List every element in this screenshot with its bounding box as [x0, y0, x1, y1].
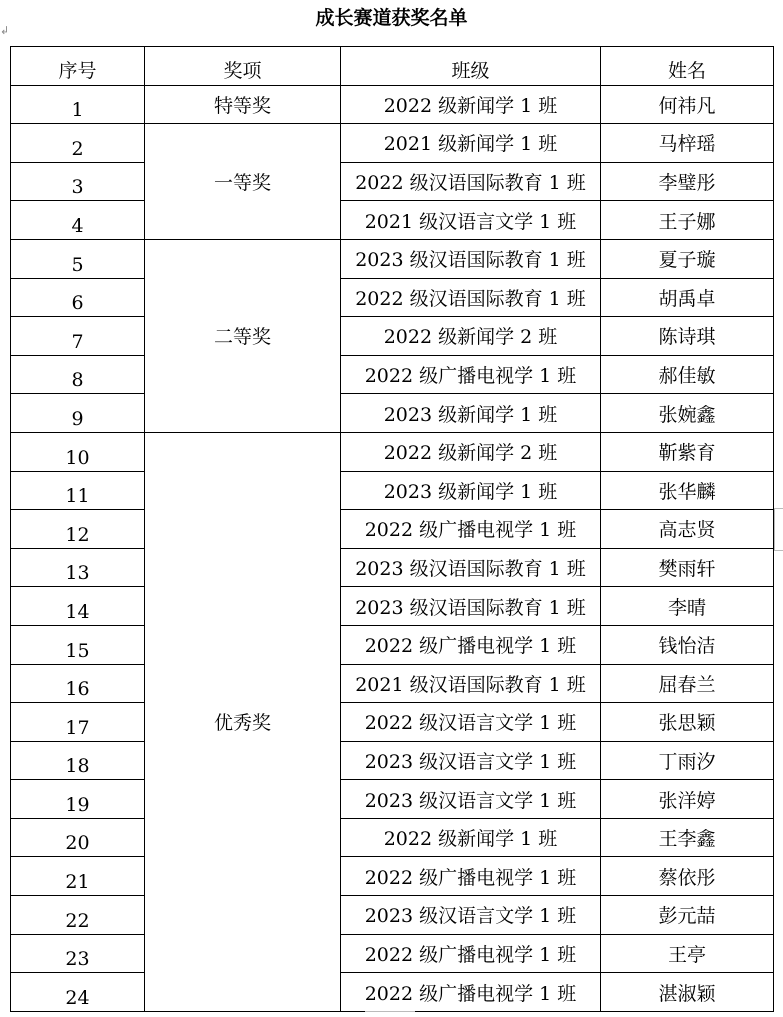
row-index: 5 [11, 239, 145, 278]
table-row [11, 278, 774, 317]
class-cell: 2022 级广播电视学 1 班 [341, 355, 601, 394]
document-title: 成长赛道获奖名单 [315, 7, 468, 29]
student-name-cell: 蔡依彤 [601, 857, 774, 896]
table-row [11, 432, 774, 471]
table-row [11, 317, 774, 356]
table-row [11, 934, 774, 973]
table-row [11, 741, 774, 780]
class-cell: 2023 级汉语言文学 1 班 [341, 780, 601, 819]
class-cell: 2022 级新闻学 2 班 [341, 317, 601, 356]
table-row [11, 162, 774, 201]
table-row [11, 201, 774, 240]
row-index: 22 [11, 896, 145, 935]
award-level-cell: 特等奖 [145, 85, 341, 124]
row-index: 23 [11, 934, 145, 973]
row-index: 11 [11, 471, 145, 510]
row-index: 7 [11, 317, 145, 356]
header-name: 姓名 [601, 47, 774, 86]
class-cell: 2022 级新闻学 1 班 [341, 85, 601, 124]
row-index: 1 [11, 85, 145, 124]
student-name-cell: 王李鑫 [601, 818, 774, 857]
paragraph-mark-icon: ↲ [0, 24, 10, 37]
table-row [11, 124, 774, 163]
student-name-cell: 马梓瑶 [601, 124, 774, 163]
row-index: 9 [11, 394, 145, 433]
class-cell: 2022 级广播电视学 1 班 [341, 625, 601, 664]
student-name-cell: 胡禹卓 [601, 278, 774, 317]
row-index: 3 [11, 162, 145, 201]
student-name-cell: 张洋婷 [601, 780, 774, 819]
class-cell: 2022 级新闻学 1 班 [341, 818, 601, 857]
table-row [11, 896, 774, 935]
table-row [11, 664, 774, 703]
row-index: 14 [11, 587, 145, 626]
award-level-cell: 二等奖 [145, 239, 341, 432]
row-index: 13 [11, 548, 145, 587]
margin-mark [774, 508, 775, 550]
row-index: 20 [11, 818, 145, 857]
class-cell: 2022 级新闻学 2 班 [341, 432, 601, 471]
page-bottom-mark [365, 1011, 415, 1017]
table-row [11, 703, 774, 742]
student-name-cell: 湛淑颖 [601, 973, 774, 1012]
table-header-row [11, 47, 774, 86]
class-cell: 2021 级汉语国际教育 1 班 [341, 664, 601, 703]
table-row [11, 355, 774, 394]
row-index: 24 [11, 973, 145, 1012]
table-row [11, 780, 774, 819]
class-cell: 2023 级新闻学 1 班 [341, 471, 601, 510]
class-cell: 2022 级广播电视学 1 班 [341, 973, 601, 1012]
class-cell: 2022 级汉语言文学 1 班 [341, 703, 601, 742]
class-cell: 2023 级汉语言文学 1 班 [341, 741, 601, 780]
student-name-cell: 高志贤 [601, 510, 774, 549]
student-name-cell: 樊雨轩 [601, 548, 774, 587]
header-index: 序号 [11, 47, 145, 86]
student-name-cell: 李璧彤 [601, 162, 774, 201]
row-index: 15 [11, 625, 145, 664]
class-cell: 2023 级汉语国际教育 1 班 [341, 587, 601, 626]
margin-mark [774, 508, 783, 509]
row-index: 6 [11, 278, 145, 317]
row-index: 16 [11, 664, 145, 703]
class-cell: 2021 级新闻学 1 班 [341, 124, 601, 163]
student-name-cell: 王子娜 [601, 201, 774, 240]
table-row [11, 239, 774, 278]
row-index: 4 [11, 201, 145, 240]
row-index: 8 [11, 355, 145, 394]
class-cell: 2023 级新闻学 1 班 [341, 394, 601, 433]
award-level-cell: 一等奖 [145, 124, 341, 240]
table-row [11, 587, 774, 626]
class-cell: 2022 级汉语国际教育 1 班 [341, 278, 601, 317]
award-level-cell: 优秀奖 [145, 432, 341, 1011]
class-cell: 2023 级汉语言文学 1 班 [341, 896, 601, 935]
student-name-cell: 丁雨汐 [601, 741, 774, 780]
class-cell: 2022 级汉语国际教育 1 班 [341, 162, 601, 201]
class-cell: 2023 级汉语国际教育 1 班 [341, 239, 601, 278]
class-cell: 2023 级汉语国际教育 1 班 [341, 548, 601, 587]
table-row [11, 471, 774, 510]
student-name-cell: 李晴 [601, 587, 774, 626]
row-index: 10 [11, 432, 145, 471]
row-index: 21 [11, 857, 145, 896]
row-index: 2 [11, 124, 145, 163]
student-name-cell: 陈诗琪 [601, 317, 774, 356]
table-row [11, 85, 774, 124]
student-name-cell: 靳紫育 [601, 432, 774, 471]
table-row [11, 625, 774, 664]
class-cell: 2021 级汉语言文学 1 班 [341, 201, 601, 240]
class-cell: 2022 级广播电视学 1 班 [341, 510, 601, 549]
table-row [11, 818, 774, 857]
margin-mark [774, 550, 783, 551]
row-index: 17 [11, 703, 145, 742]
table-row [11, 510, 774, 549]
class-cell: 2022 级广播电视学 1 班 [341, 857, 601, 896]
table-row [11, 857, 774, 896]
class-cell: 2022 级广播电视学 1 班 [341, 934, 601, 973]
row-index: 18 [11, 741, 145, 780]
table-row [11, 548, 774, 587]
student-name-cell: 郝佳敏 [601, 355, 774, 394]
student-name-cell: 彭元喆 [601, 896, 774, 935]
table-row [11, 394, 774, 433]
row-index: 12 [11, 510, 145, 549]
award-table-body [11, 47, 774, 1012]
header-award: 奖项 [145, 47, 341, 86]
student-name-cell: 夏子璇 [601, 239, 774, 278]
award-table [10, 46, 774, 1012]
student-name-cell: 何祎凡 [601, 85, 774, 124]
row-index: 19 [11, 780, 145, 819]
table-row [11, 973, 774, 1012]
header-class: 班级 [341, 47, 601, 86]
student-name-cell: 张华麟 [601, 471, 774, 510]
student-name-cell: 张思颖 [601, 703, 774, 742]
student-name-cell: 张婉鑫 [601, 394, 774, 433]
student-name-cell: 钱怡洁 [601, 625, 774, 664]
student-name-cell: 屈春兰 [601, 664, 774, 703]
student-name-cell: 王亭 [601, 934, 774, 973]
